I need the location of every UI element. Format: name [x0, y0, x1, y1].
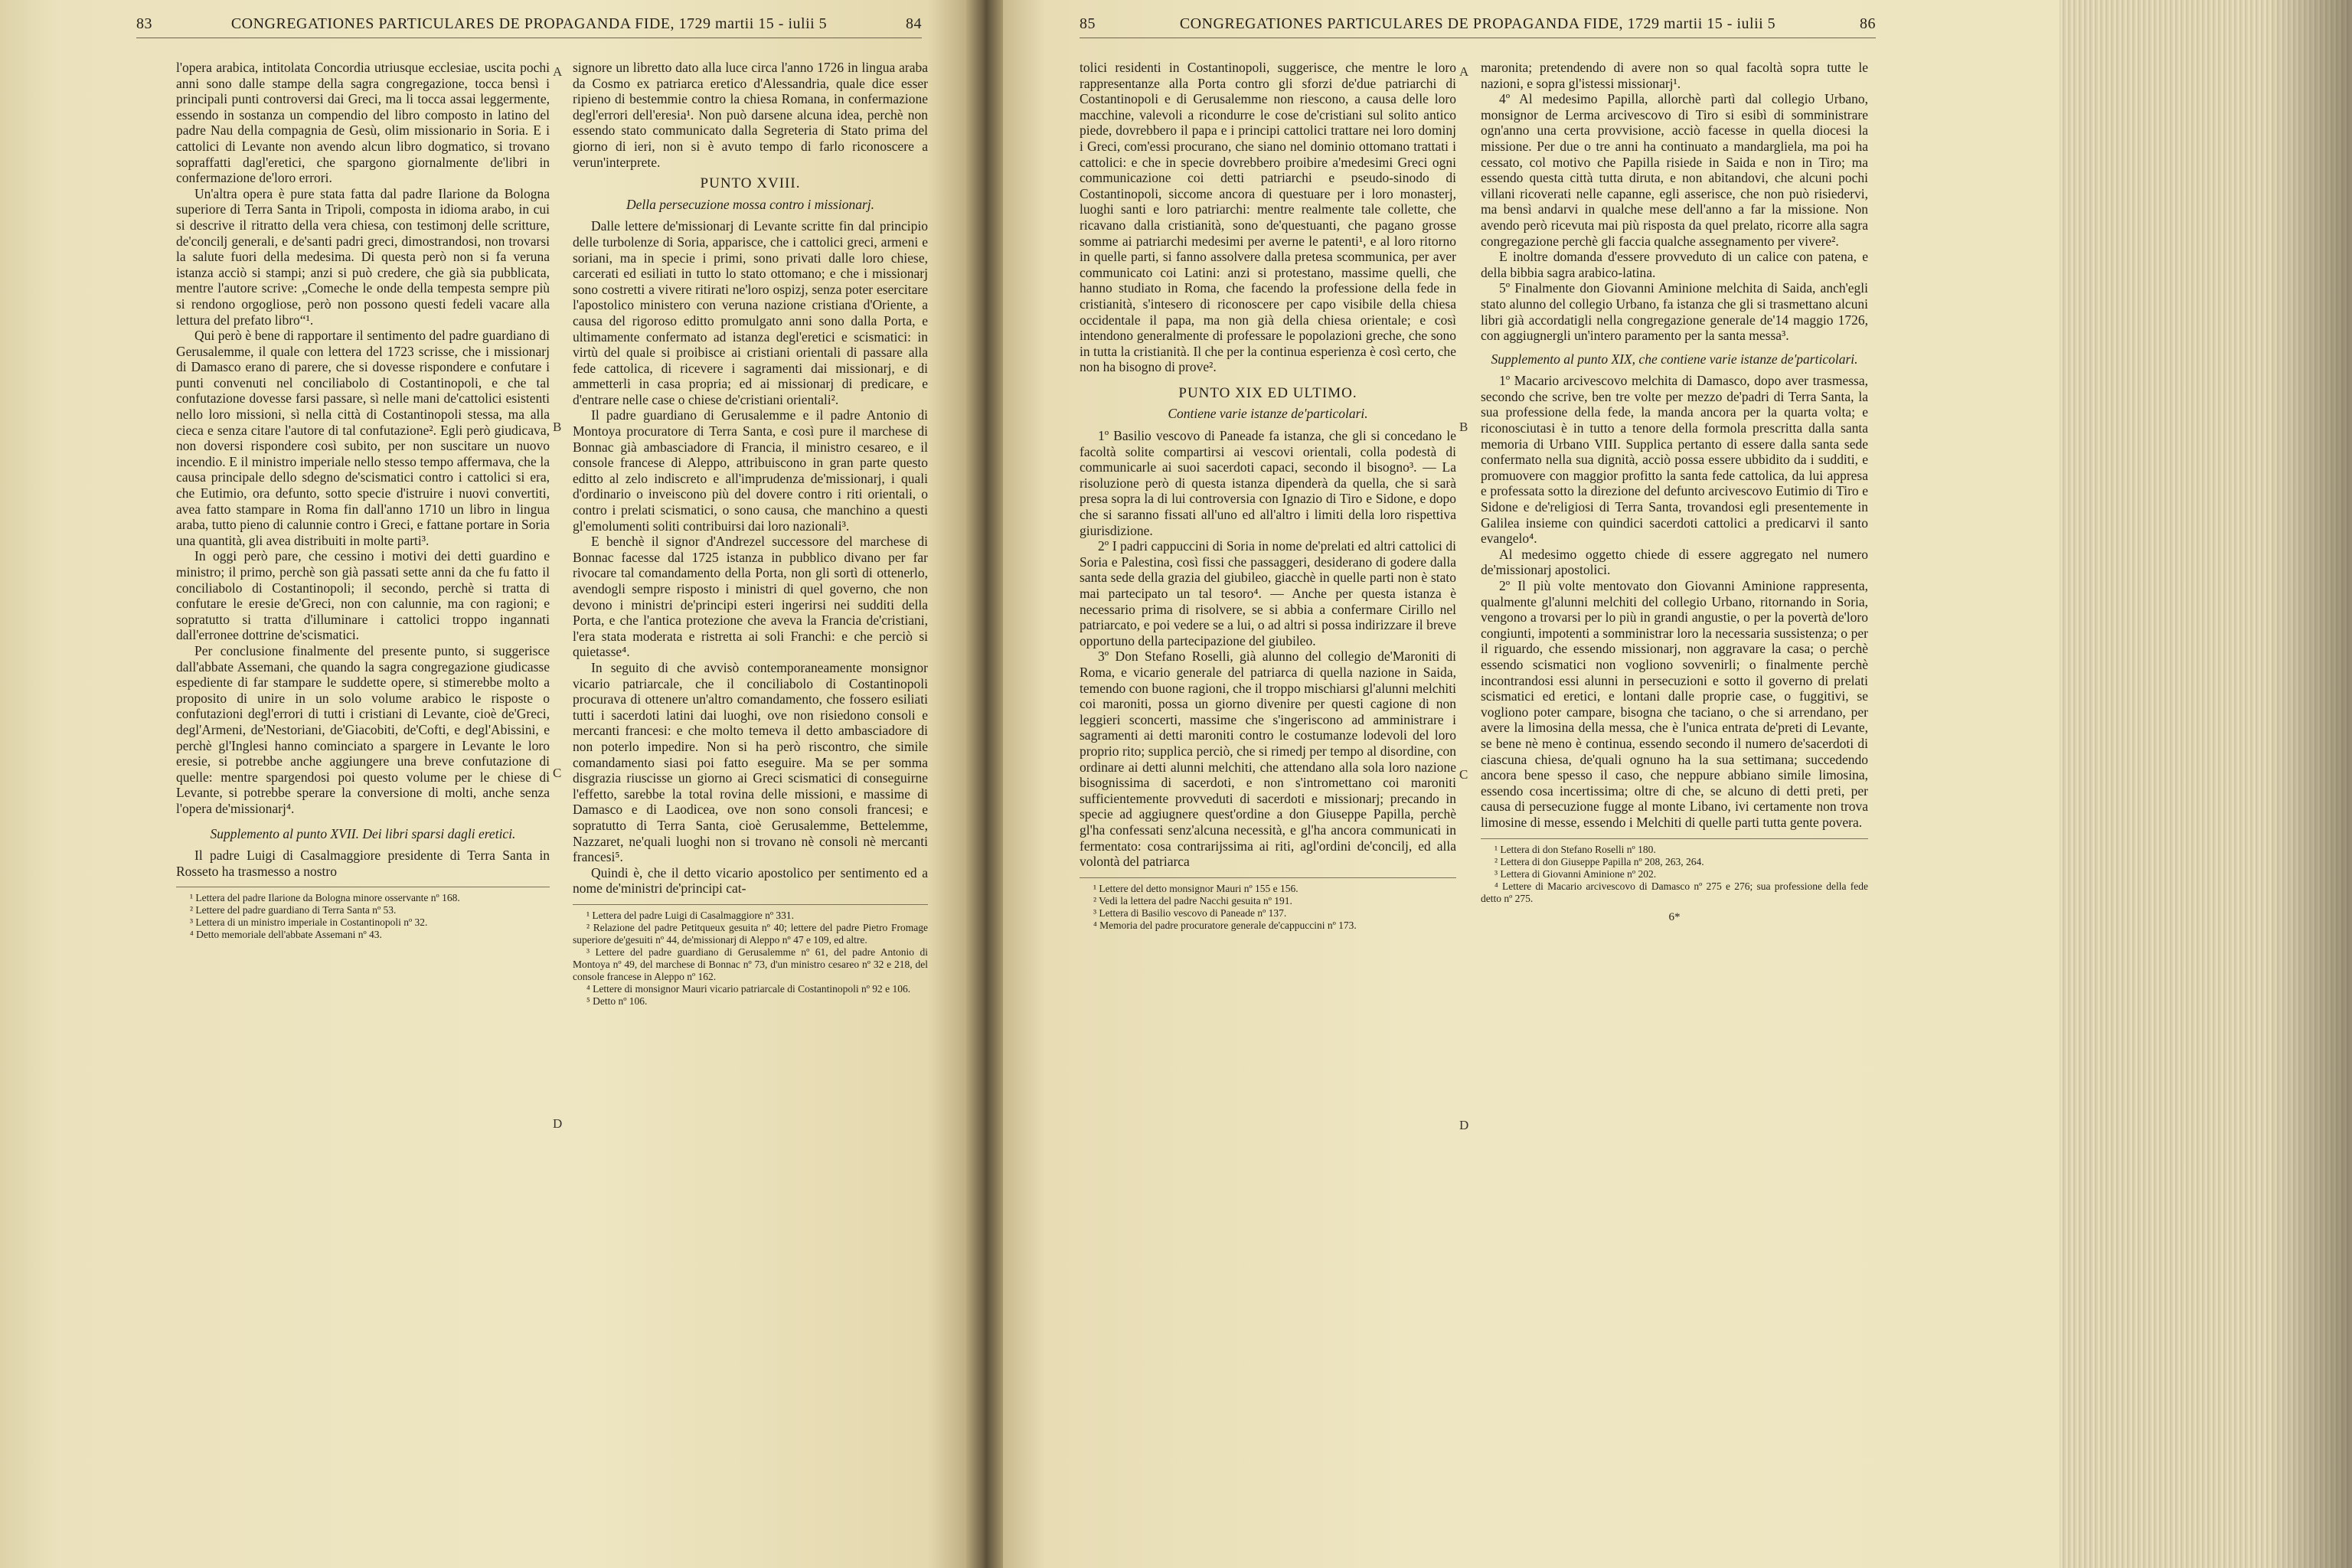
footnote: ⁴ Memoria del padre procuratore generale de'cappuccini nº 173.: [1093, 919, 1357, 931]
paragraph: 4º Al medesimo Papilla, allorchè partì dal collegio Urbano, monsignor de Lerma arcivescovo di Tiro si esibì di somministrare ogn'anno una certa provvisione, acciò facesse in quella diocesi la missione. Per due o tre anni ha continuato a mandargliela, ma poi ha cessato, col motivo che Papilla risiede in Saida e non in Tiro; ma essendo questa città tutta diruta, e non abitandovi, che alcuni pochi villani ricoverati nelle capanne, egli asserisce, che non può risiedervi, ma bensì andarvi in qualche mese dell'anno a far la missione. Non avendo però ricevuta mai più risposta da quel prelato, ricorre alla sagra congregazione perchè gli faccia qualche assegnamento per vivere².: [1481, 91, 1868, 249]
paragraph: maronita; pretendendo di avere non so qual facoltà sopra tutte le nazioni, e sopra gl'istessi missionarj¹.: [1481, 60, 1868, 91]
section-heading: PUNTO XVIII.: [700, 175, 801, 192]
page-number-85: 85: [1080, 15, 1096, 32]
footnote: ³ Lettera di Giovanni Aminione nº 202.: [1494, 867, 1657, 880]
paragraph: 2º Il più volte mentovato don Giovanni Aminione rappresenta, qualmente gl'alunni melchiti del collegio Urbano, ritornando in Soria, vengono a trovarsi per lo più in grandi angustie, o per la povertà de'loro congiunti, impotenti a somministrar loro la necessaria sussistenza; o per il riguardo, che essendo missionarj, non aggravare la casa; o perchè essendo scismatici non vogliono sovvenirli; o finalmente perchè incontrandosi essi alunni in persecuzioni e sotto il governo di prelati scismatici ed eretici, e lontani dalle proprie case, o fuggitivi, se vogliono poter campare, bisogna che taciano, o che si arrendano, per avere la limosina della messa, che è l'unica entrata de'preti di Levante, se bene nè meno è continua, essendo secondo il numero de'sacerdoti di ciascuna chiesa, de'quali ognuno ha la sua settimana; succedendo ancora bene spesso il caso, che neppure abbiano simile limosina, essendo cosa incertissima; oltre di che, se alcuno di detti preti, per causa di persecuzione fugge al monte Libano, ivi certamente non trova limosine di messe, essendo i Melchiti di quelle parti tutta gente povera.: [1481, 578, 1868, 830]
paragraph: Il padre Luigi di Casalmaggiore presidente di Terra Santa in Rosseto ha trasmesso a nostro: [176, 848, 550, 879]
footnote: ³ Lettere del padre guardiano di Gerusalemme nº 61, del padre Antonio di Montoya nº 49, del marchese di Bonnac nº 73, d'un ministro cesareo nº 32 e 218, del console francese in Aleppo nº 162.: [573, 946, 928, 982]
supplement-heading: Supplemento al punto XIX, che contiene varie istanze de'particolari.: [1491, 351, 1858, 367]
right-page-column-2: [1481, 60, 1868, 925]
paragraph: In seguito di che avvisò contemporaneamente monsignor vicario patriarcale, che il conciliabolo di Costantinopoli procurava di ottenere un'altro comandamento, che fossero esiliati tutti i sacerdoti latini dai luoghi, ove non risiedono consoli e mercanti francesi: e che molto temeva il detto ambasciadore di non poterlo impedire. Non si ha però riscontro, che simile comandamento siasi poi fatto eseguire. Ma se per somma disgrazia riuscisse un giorno ai Greci scismatici di conseguirne l'effetto, sarebbe la total rovina delle missioni, e massime di Damasco e di Laodicea, ove non sono consoli francesi; e sopratutto di Terra Santa, cioè Gerusalemme, Bettelemme, Nazzaret, ne'quali luoghi non si trovano nè consoli nè mercanti francesi⁵.: [573, 659, 928, 865]
footnote: ² Lettera di don Giuseppe Papilla nº 208, 263, 264.: [1494, 855, 1704, 867]
left-running-head: [136, 15, 922, 38]
page-number-86: 86: [1860, 15, 1876, 32]
paragraph: Quindi è, che il detto vicario apostolico per sentimento ed a nome de'ministri de'principi cat-: [573, 864, 928, 897]
page-edges: [2060, 0, 2352, 1568]
footnote: ¹ Lettera di don Stefano Roselli nº 180.: [1494, 843, 1656, 855]
footnote: ² Vedi la lettera del padre Nacchi gesuita nº 191.: [1093, 894, 1292, 906]
paragraph: l'opera arabica, intitolata Concordia utriusque ecclesiae, uscita pochi anni sono dalle stampe della sagra congregazione, tocca bensì i principali punti controversi dai Greci, ma li tocca assai leggermente, essendo in sostanza un compendio del libro composto in latino del padre Nau della compagnia de Gesù, olim missionario in Soria. E i cattolici di Levante non avendo alcun libro dogmatico, si trovano sopraffatti dagl'eretici, che spargono giornalmente de'libri in confermazione de'loro errori.: [176, 60, 550, 186]
right-page: [1003, 0, 2060, 1568]
book-gutter: [966, 0, 1003, 1568]
footnote: ³ Lettera di un ministro imperiale in Costantinopoli nº 32.: [190, 916, 428, 929]
footnote: ¹ Lettera del padre Luigi di Casalmaggiore nº 331.: [586, 909, 795, 921]
footnotes: [1080, 877, 1456, 932]
footnote: ⁴ Lettere di Macario arcivescovo di Damasco nº 275 e 276; sua professione della fede detto nº 275.: [1481, 880, 1868, 904]
paragraph: Al medesimo oggetto chiede di essere aggregato nel numero de'missionarj apostolici.: [1481, 546, 1868, 578]
footnote: ⁴ Lettere di monsignor Mauri vicario patriarcale di Costantinopoli nº 92 e 106.: [586, 982, 911, 995]
margin-letter: B: [1459, 420, 1468, 434]
margin-letter: D: [1459, 1118, 1469, 1132]
running-title: CONGREGATIONES PARTICULARES DE PROPAGANDA FIDE, 1729 martii 15 - iulii 5: [1179, 15, 1776, 32]
paragraph: 5º Finalmente don Giovanni Aminione melchita di Saida, anch'egli stato alunno del collegio Urbano, fa istanza che gli si trasmettano alcuni libri già accordatigli nella congregazione generale de'14 maggio 1726, con aggiugnergli un'intero paramento per la santa messa³.: [1481, 280, 1868, 344]
page-number-83: 83: [136, 15, 152, 32]
margin-letter: A: [553, 64, 563, 79]
right-running-head: [1080, 15, 1876, 38]
margin-letter: C: [553, 766, 562, 780]
footnote: ² Relazione del padre Petitqueux gesuita nº 40; lettere del padre Pietro Fromage superiore de'gesuiti nº 44, de'missionarj di Aleppo nº 47 e 109, ed altre.: [573, 921, 928, 946]
running-title: CONGREGATIONES PARTICULARES DE PROPAGANDA FIDE, 1729 martii 15 - iulii 5: [230, 15, 828, 32]
paragraph: 3º Don Stefano Roselli, già alunno del collegio de'Maroniti di Roma, e vicario generale del patriarca di quella nazione in Saida, temendo con buone ragioni, che il troppo mischiarsi gl'alunni melchiti coi maroniti, possa un giorno divenire per questi cagione di non leggieri sconcerti, massime che s'ingeriscono ad amministrare i sagramenti ai detti maroniti contro le costumanze lodevoli del loro proprio rito; supplica perciò, che si rimedj per tempo al disordine, con ordinare ai detti alunni melchiti, che attendano alla sola loro nazione bisognissima di sacerdoti, e non s'intromettano coi maroniti sufficientemente provveduti di sacerdoti e missionarj; precando in specie ad aggiugnere quest'ordine a don Giuseppe Papilla, perchè gl'ha confessati senz'alcuna necessità, e gl'ha ancora communicati in fermentato: cosa contrarijssima ai riti, agl'ordini de'concilj, ed alla volontà del patriarca: [1080, 648, 1456, 870]
paragraph: Dalle lettere de'missionarj di Levante scritte fin dal principio delle turbolenze di Soria, apparisce, che i cattolici greci, armeni e soriani, ma in specie i primi, sono privati dalle loro chiese, carcerati ed esiliati in tutto lo stato ottomano; e che i missionarj sono costretti a vivere ritirati ne'loro ospizj, senza poter esercitare l'apostolico ministero con veruna nazione cristiana d'Oriente, a causa del rigoroso editto promulgato anni sono dalla Porta, e ultimamente confermato ad istanza degl'eretici e scismatici: in virtù del quale si proibisce ai cristiani orientali di passare alla fede cattolica, di ricevere i sagramenti dai missionarj, e di ammetterli in casa propria; ed ai missionarj di predicare, e d'entrare nelle case o chiese de'cristiani orientali².: [573, 218, 928, 407]
edge-shadow: [2268, 0, 2352, 1568]
supplement-heading: Supplemento al punto XVII. Dei libri sparsi dagli eretici.: [210, 825, 516, 841]
footnote: ¹ Lettere del detto monsignor Mauri nº 155 e 156.: [1093, 882, 1298, 894]
paragraph: signore un libretto dato alla luce circa l'anno 1726 in lingua araba da Cosmo ex patriarca eretico d'Alessandria, quale dice esser ripieno di bestemmie contro la chiesa Romana, in confermazione degl'errori dell'eresia¹. Non può darsene alcuna idea, perchè non essendo stato communicato dalla Segreteria di Stato prima del giorno di ieri, non si è avuto tempo di farlo riconoscere a verun'interprete.: [573, 60, 928, 170]
footnotes: [573, 904, 928, 1008]
paragraph: Il padre guardiano di Gerusalemme e il padre Antonio di Montoya procuratore di Terra Santa, e così pure il marchese di Bonnac già ambasciadore di Francia, il ministro cesareo, e il console francese di Aleppo, attribuiscono in gran parte questo editto al zelo indiscreto e all'imprudenza de'missionarj, i quali d'ordinario o inveiscono più del dovere contro i riti orientali, o contro i prelati scismatici, o sono causa, che manchino a questi gl'emolumenti soliti contribuirsi dai loro nazionali³.: [573, 407, 928, 534]
left-page-column-2: [573, 60, 928, 1008]
margin-letter: D: [553, 1116, 563, 1131]
margin-letter: A: [1459, 64, 1469, 79]
footnote: ² Lettere del padre guardiano di Terra Santa nº 53.: [190, 904, 397, 916]
footnotes: [1481, 838, 1868, 905]
paragraph: tolici residenti in Costantinopoli, suggerisce, che mentre le loro rappresentanze alla Porta contro gli sforzi de'due patriarchi di Costantinopoli e di Gerusalemme non riescono, a causa delle loro macchine, valevoli a ricondurre le cose de'cristiani sul solito antico piede, dovrebbero il papa e i principi cattolici trattare nei loro dominj i Greci, com'essi procurano, che siano nel dominio ottomano trattati i cattolici: e che in specie dovrebbero proibire a'medesimi Greci ogni communicazione coi detti patriarchi e pseudo-sinodo di Costantinopoli, siccome ancora di questuare per i loro monasterj, luoghi santi e loro patriarchi: mentre realmente tale collette, che ricavano dalla cristianità, sono de'questuanti, che pagano grosse somme ai patriarchi medesimi per averne le patenti¹, e al loro ritorno in quelle parti, si fanno assolvere dalla pretesa scommunica, per aver communicato coi Latini: anzi si protestano, massime quelli, che hanno studiato in Roma, che facendo la professione della fede in cristianità, s'intesero di riconoscere per capo visibile della chiesa occidentale il papa, ma non già della chiesa orientale; e così intendono generalmente di professare le popolazioni greche, che sono in tutta la cristianità. Il che per la continua esperienza è così certo, che non ha bisogno di prove².: [1080, 60, 1456, 375]
footnote: ¹ Lettera del padre Ilarione da Bologna minore osservante nº 168.: [190, 892, 460, 904]
section-subheading: Contiene varie istanze de'particolari.: [1168, 406, 1368, 422]
footnote: ³ Lettera di Basilio vescovo di Paneade nº 137.: [1093, 906, 1287, 919]
right-page-column-1: [1080, 60, 1456, 932]
section-heading: PUNTO XIX ED ULTIMO.: [1178, 384, 1357, 401]
paragraph: 2º I padri cappuccini di Soria in nome de'prelati ed altri cattolici di Soria e Palestina, così fissi che passaggeri, desiderano di godere dalla santa sede della grazia del giubileo, giacchè in quelle parti non è stato mai partecipato un tal tesoro⁴. — Anche per questa istanza è necessario prima di risolvere, se si abbia a confermare Cirillo nel patriarcato, e poi vedere se a lui, o ad altri si possa indirizzare il breve opportuno della partecipazione del giubileo.: [1080, 538, 1456, 648]
paragraph: In oggi però pare, che cessino i motivi dei detti guardino e ministro; il primo, perchè son già passati sette anni da che fu fatto il conciliabolo di Costantinopoli; il secondo, perchè si tratta di confutare le eresie de'Greci, non con calunnie, ma con ragioni; e sopratutto si tratta d'illuminare i cattolici troppo ingannati dall'erronee dottrine de'scismatici.: [176, 548, 550, 643]
paragraph: 1º Macario arcivescovo melchita di Damasco, dopo aver trasmessa, secondo che scrive, ben tre volte per mezzo de'padri di Terra Santa, la sua professione della fede, la manda ancora per la quarta volta; e riconosciutasi è in tutto a tenore della formola prescritta dalla santa memoria di Urbano VIII. Supplica pertanto di essere dalla santa sede confermato nella sua dignità, acciò possa essere ubbidito da i sudditi, e promuovere con maggior profitto la santa fede cattolica, da lui appresa e professata sotto la direzione del defunto arcivescovo Eutimio di Tiro e Sidone e de'religiosi di Terra Santa, trovandosi egli presentemente in Galilea insieme con quindici sacerdoti cattolici a predicarvi il santo evangelo⁴.: [1481, 373, 1868, 547]
paragraph: Per conclusione finalmente del presente punto, si suggerisce dall'abbate Assemani, che quando la sagra congregazione giudicasse espediente di far stampare le suddette opere, si stimerebbe molto a proposito di unire in un solo volume arabico le risposte o confutazioni degl'errori di tutti i cristiani di Levante, cioè de'Greci, degl'Armeni, de'Nestoriani, de'Giacobiti, de'Cofti, e degl'Abissini, e perchè gl'Inglesi hanno cominciato a spargere in Levante le loro eresie, si potrebbe anche aggiungere una breve confutazione di quelle: mentre spargendosi poi questo volume per le chiese di Levante, si potrebbe sperare la conversione di molti, anche senza l'opera de'missionarj⁴.: [176, 642, 550, 816]
paragraph: E inoltre domanda d'essere provveduto di un calice con patena, e della bibbia sagra arabico-latina.: [1481, 249, 1868, 280]
signature-mark: 6*: [1668, 910, 1681, 923]
footnote: ⁴ Detto memoriale dell'abbate Assemani nº 43.: [190, 929, 382, 941]
left-page-column-1: [176, 60, 550, 941]
footnotes: [176, 887, 550, 941]
paragraph: Qui però è bene di rapportare il sentimento del padre guardiano di Gerusalemme, il quale con lettera del 1723 scrisse, che i missionarj di Damasco erano di parere, che si dovesse rispondere e confutare i punti convenuti nel conciliabolo di Costantinopoli, e che tal confutazione dovesse farsi passare, sì nelle mani de'cattolici esistenti nello loro missioni, sì nella città di Costantinopoli stessa, ma alla cieca e senza citare l'autore di tal confutazione². Egli però giudicava, non doversi rispondere così subito, per non suscitare un nuovo incendio. E il ministro imperiale nello stesso tempo affermava, che la causa principale dello sdegno de'scismatici contro i cattolici si era, che Eutimio, ora defunto, sotto specie d'istruire i nuovi convertiti, avea fatto stampare in Roma fin dall'anno 1710 un libro in lingua araba, tutto pieno di calunnie contro i Greci, e fattane portare in Soria una quantità, gli avea distribuiti in molte parti³.: [176, 328, 550, 548]
left-page: [0, 0, 966, 1568]
footnote: ⁵ Detto nº 106.: [586, 995, 648, 1007]
paragraph: 1º Basilio vescovo di Paneade fa istanza, che gli si concedano le facoltà solite compartirsi ai vescovi orientali, colla podestà di communicarle ai suoi sacerdoti capaci, secondo il bisogno³. — La risoluzione però di questa istanza dipenderà da quella, che si sarà presa sopra la di lui controversia con Ignazio di Tiro e Sidone, e dopo che si saranno fissati all'uno ed all'altro i limiti della loro rispettiva giurisdizione.: [1080, 428, 1456, 538]
page-number-84: 84: [906, 15, 922, 32]
paragraph: Un'altra opera è pure stata fatta dal padre Ilarione da Bologna superiore di Terra Santa in Tripoli, composta in idioma arabo, in cui si descrive il ritratto della vera chiesa, con testimonj delle scritture, de'concilj generali, e de'santi padri greci, dimostrandosi, non trovarsi la salute fuori della medesima. Di questa però non si fa veruna istanza acciò si stampi; anzi si può credere, che già sia pubblicata, mentre l'autore scrive: „Comeche le onde della tempesta sempre più si rendono orgogliose, però non possono questi fedeli vacare alla lettura del prefato libro“¹.: [176, 185, 550, 328]
margin-letter: B: [553, 420, 562, 434]
margin-letter: C: [1459, 767, 1468, 782]
section-subheading: Della persecuzione mossa contro i missionarj.: [626, 196, 875, 212]
paragraph: E benchè il signor d'Andrezel successore del marchese di Bonnac facesse dal 1725 istanza in pubblico divano per far rivocare tal comandamento della Porta, non gli sortì di ottenerlo, avendogli sempre risposto i ministri di quel governo, che non devono i ministri de'principi esteri ingerirsi nei sudditi della Porta, e che l'antica protezione che aveva la Francia de'cristiani, l'era stata moderata e ristretta ai soli Franchi: e che perciò si quietasse⁴.: [573, 534, 928, 660]
